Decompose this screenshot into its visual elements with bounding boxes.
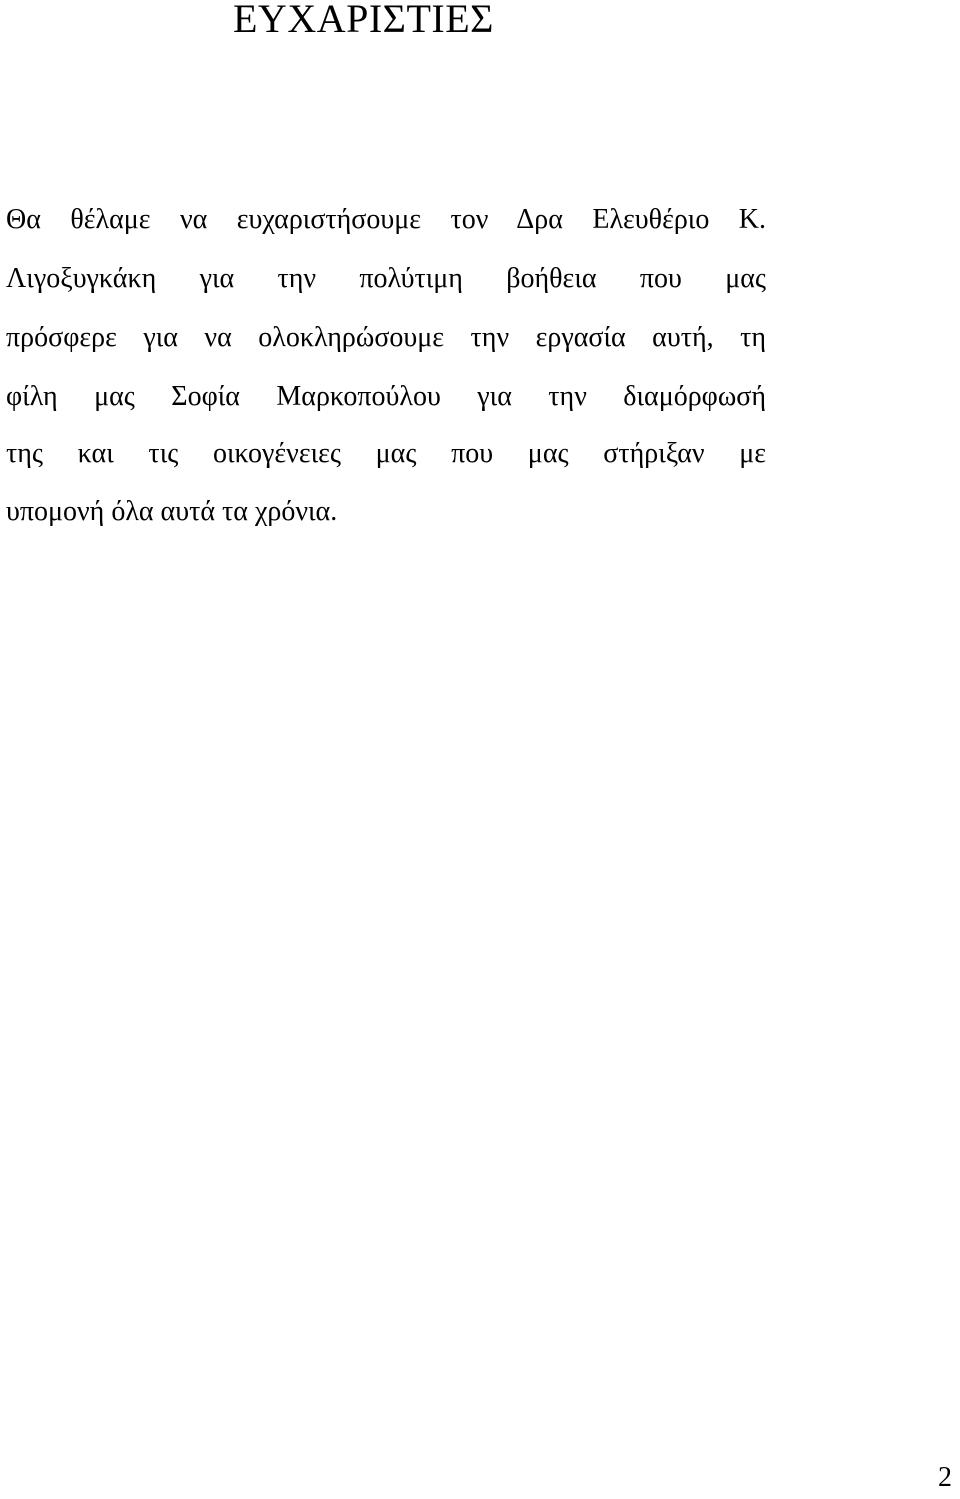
paragraph-line: Λιγοξυγκάκη για την πολύτιμη βοήθεια που μας: [6, 263, 766, 294]
paragraph-line: υπομονή όλα αυτά τα χρόνια.: [6, 496, 338, 527]
paragraph-line: Θα θέλαμε να ευχαριστήσουμε τον Δρα Ελευθέριο Κ.: [6, 204, 766, 235]
paragraph-line: της και τις οικογένειες μας που μας στήριξαν με: [6, 438, 766, 469]
page-number: 2: [938, 1462, 952, 1493]
paragraph-line: πρόσφερε για να ολοκληρώσουμε την εργασία αυτή, τη: [6, 322, 766, 353]
page-title: ΕΥΧΑΡΙΣΤΙΕΣ: [233, 0, 494, 41]
paragraph-line: φίλη μας Σοφία Μαρκοπούλου για την διαμόρφωσή: [6, 381, 766, 412]
